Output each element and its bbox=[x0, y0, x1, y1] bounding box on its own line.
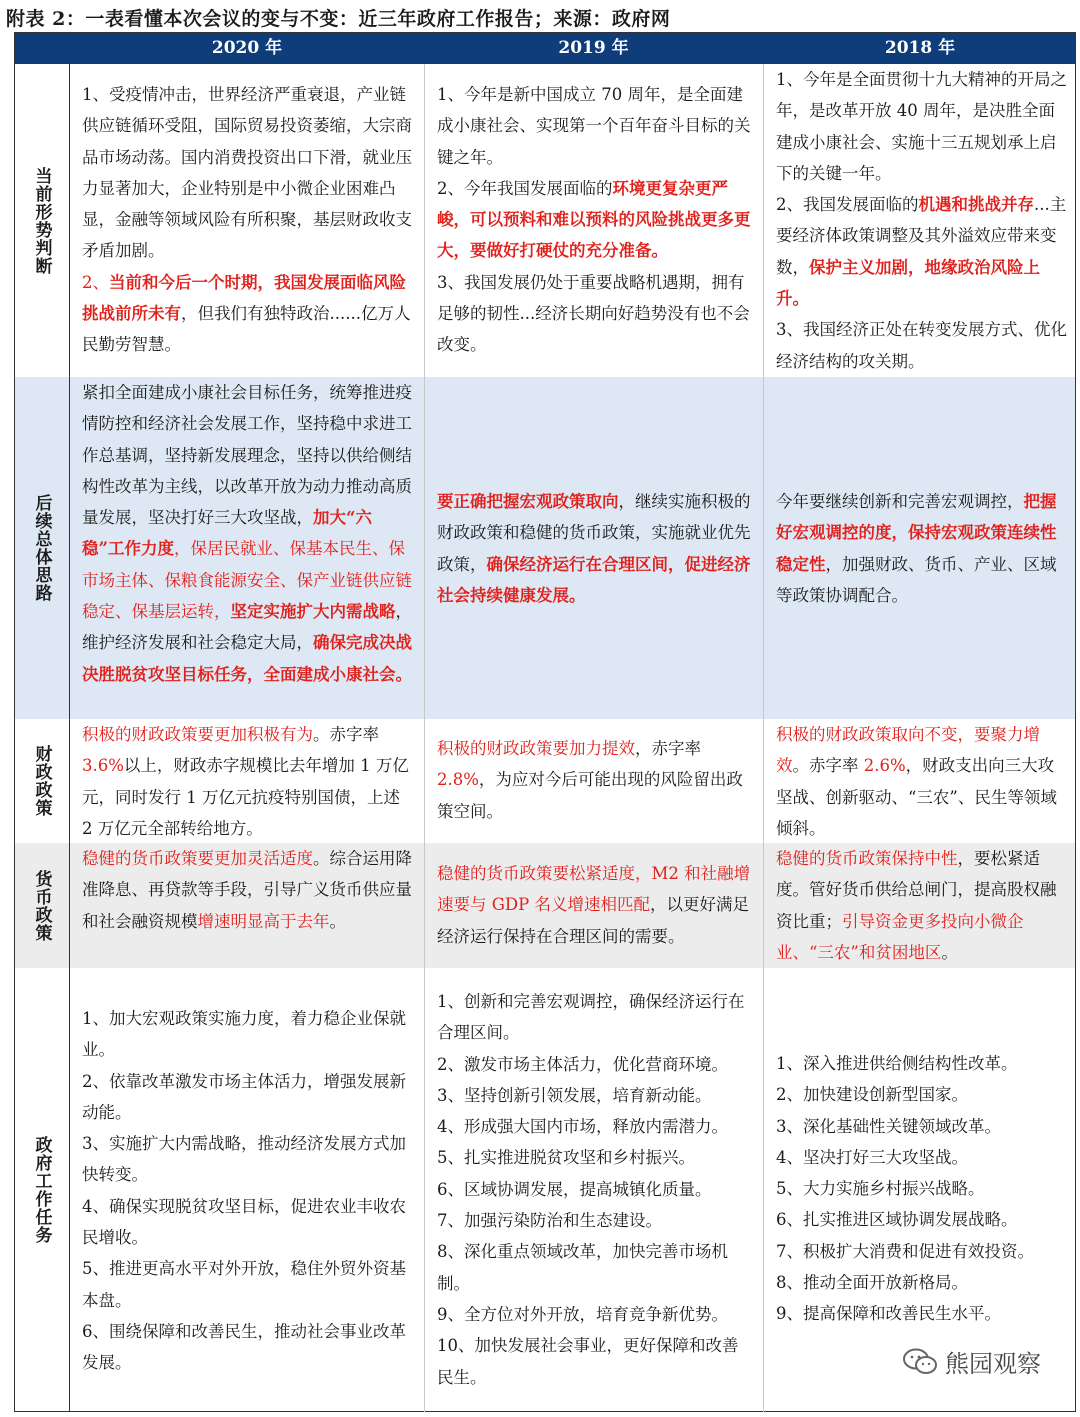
text-run: 。赤字率 bbox=[313, 725, 379, 744]
text-run: ，为应对今后可能出现的风险留出政策空间。 bbox=[437, 770, 743, 821]
list-item: 4、形成强大国内市场，释放内需潜力。 bbox=[437, 1117, 728, 1137]
text-run: 1、今年是新中国成立 70 周年，是全面建成小康社会、实现第一个百年奋斗目标的关键之年。 bbox=[437, 85, 751, 167]
comparison-table bbox=[14, 32, 1076, 1412]
list-item: 2、加快建设创新型国家。 bbox=[776, 1085, 968, 1105]
list-item: 4、坚决打好三大攻坚战。 bbox=[776, 1147, 968, 1167]
row-label: 货币政策 bbox=[15, 843, 70, 968]
cell-2019 bbox=[424, 843, 763, 968]
text-run: ，加强财政、货币、产业、区域等政策协调配合。 bbox=[776, 554, 1057, 605]
text-run: 以上，财政赤字规模比去年增加 1 万亿元，同时发行 1 万亿元抗疫特别国债，上述 2 万亿元全部转给地方。 bbox=[82, 756, 409, 838]
text-run: ，财政支出向三大攻坚战、创新驱动、“三农”、民生等领域倾斜。 bbox=[776, 756, 1057, 838]
text-run: 稳健的货币政策要更加灵活适度 bbox=[82, 849, 313, 868]
paragraph bbox=[776, 189, 1067, 314]
text-run: 紧扣全面建成小康社会目标任务，统筹推进疫情防控和经济社会发展工作，坚持稳中求进工作总基调，坚持新发展理念，坚持以供给侧结构性改革为主线，以改革开放为动力推动高质量发展，坚决打好三大攻坚战， bbox=[82, 383, 412, 528]
row-overall-approach bbox=[15, 377, 1075, 719]
watermark-text: 熊园观察 bbox=[945, 1350, 1041, 1378]
text-run: 3、我国经济正处在转变发展方式、优化经济结构的攻关期。 bbox=[776, 320, 1067, 371]
list-item: 9、全方位对外开放，培育竞争新优势。 bbox=[437, 1304, 728, 1324]
paragraph bbox=[82, 377, 414, 690]
cell-2020 bbox=[70, 843, 424, 968]
cell-2019 bbox=[424, 968, 763, 1412]
list-item: 5、大力实施乡村振兴战略。 bbox=[776, 1179, 985, 1199]
row-current-situation bbox=[15, 64, 1075, 377]
text-run: 稳健的货币政策要松紧适度，M2 和社融增速要与 GDP 名义增速相匹配 bbox=[437, 864, 751, 915]
list-item: 4、确保实现脱贫攻坚目标，促进农业丰收农民增收。 bbox=[82, 1196, 406, 1248]
text-run: 1、受疫情冲击，世界经济严重衰退，产业链供应链循环受阻，国际贸易投资萎缩，大宗商品市场动荡。国内消费投资出口下滑，就业压力显著加大，企业特别是中小微企业困难凸显，金融等领域风险有所积聚，基层财政收支矛盾加剧。 bbox=[82, 85, 412, 261]
cell-2019 bbox=[424, 377, 763, 719]
text-run: 。赤字率 bbox=[792, 756, 864, 776]
text-run: 保护主义加剧，地缘政治风险上升。 bbox=[776, 257, 1040, 309]
cell-2020 bbox=[70, 719, 424, 843]
text-run: 环境更复杂更严峻，可以预料和难以预料的风险挑战更多更大，要做好打硬仗的充分准备。 bbox=[437, 178, 751, 261]
column-header-2019: 2019 年 bbox=[558, 38, 629, 58]
list-item: 3、实施扩大内需战略，推动经济发展方式加快转变。 bbox=[82, 1134, 406, 1185]
page-caption: 附表 2：一表看懂本次会议的变与不变：近三年政府工作报告；来源：政府网 bbox=[6, 8, 671, 30]
cell-2020 bbox=[70, 64, 424, 377]
text-run: 2.8% bbox=[437, 770, 479, 790]
text-run: 今年要继续创新和完善宏观调控， bbox=[776, 492, 1024, 511]
paragraph bbox=[437, 486, 753, 611]
list-item: 1、加大宏观政策实施力度，着力稳企业保就业。 bbox=[82, 1009, 406, 1060]
text-run: 引导资金更多投向小微企业、“三农”和贫困地区 bbox=[776, 911, 1024, 962]
list-item: 5、扎实推进脱贫攻坚和乡村振兴。 bbox=[437, 1148, 695, 1168]
paragraph bbox=[82, 267, 414, 361]
text-run: ，保居民就业、保基本民生、保市场主体、保粮食能源安全、保产业链供应链稳定、保基层运转， bbox=[82, 539, 412, 622]
wechat-icon bbox=[903, 1348, 937, 1376]
text-run: ，维护经济发展和社会稳定大局， bbox=[82, 602, 412, 653]
cell-2020 bbox=[70, 968, 424, 1412]
text-run: 2、 bbox=[82, 272, 109, 292]
paragraph bbox=[437, 858, 753, 952]
text-run: 加大“六稳”工作力度 bbox=[82, 508, 372, 559]
text-run: 确保完成决战决胜脱贫攻坚目标任务，全面建成小康社会。 bbox=[82, 633, 412, 684]
text-run: 积极的财政政策取向不变，要聚力增效 bbox=[776, 725, 1040, 776]
paragraph bbox=[437, 173, 753, 267]
text-run: 3.6% bbox=[82, 756, 124, 776]
list-item: 2、依靠改革激发市场主体活力，增强发展新动能。 bbox=[82, 1071, 406, 1122]
paragraph bbox=[776, 64, 1067, 189]
list-item: 6、扎实推进区域协调发展战略。 bbox=[776, 1210, 1018, 1230]
text-run: ，以更好满足经济运行保持在合理区间的需要。 bbox=[437, 895, 750, 946]
paragraph bbox=[82, 79, 414, 267]
text-run: 把握好宏观调控的度，保持宏观政策连续性稳定性 bbox=[776, 492, 1057, 574]
row-monetary-policy bbox=[15, 843, 1075, 968]
paragraph bbox=[437, 79, 753, 173]
paragraph bbox=[437, 267, 753, 361]
watermark bbox=[903, 1344, 1041, 1379]
paragraph bbox=[776, 719, 1067, 844]
paragraph bbox=[776, 486, 1067, 611]
cell-2018 bbox=[763, 719, 1077, 843]
row-label: 当前形势判断 bbox=[15, 64, 70, 377]
text-run: 要正确把握宏观政策取向 bbox=[437, 492, 619, 511]
paragraph bbox=[82, 719, 414, 844]
cell-2018 bbox=[763, 377, 1077, 719]
text-run: 3、我国发展仍处于重要战略机遇期，拥有足够的韧性...经济长期向好趋势没有也不会改变。 bbox=[437, 272, 750, 355]
text-run: 2.6% bbox=[863, 756, 906, 776]
list-item: 5、推进更高水平对外开放，稳住外贸外资基本盘。 bbox=[82, 1259, 406, 1310]
cell-2018 bbox=[763, 843, 1077, 968]
text-run: 积极的财政政策要加力提效 bbox=[437, 739, 635, 758]
text-run: 。 bbox=[941, 942, 958, 962]
text-run: 增速明显高于去年 bbox=[197, 911, 330, 931]
list-item: 8、推动全面开放新格局。 bbox=[776, 1273, 968, 1293]
list-item: 6、区域协调发展，提高城镇化质量。 bbox=[437, 1179, 712, 1199]
text-run: 1、今年是全面贯彻十九大精神的开局之年，是改革开放 40 周年，是决胜全面建成小康社会、实施十三五规划承上启下的关键一年。 bbox=[776, 70, 1067, 183]
text-run: 。综合运用降准降息、再贷款等手段，引导广义货币供应量和社会融资规模 bbox=[82, 849, 412, 931]
column-header-2018: 2018 年 bbox=[884, 38, 956, 58]
paragraph bbox=[776, 314, 1067, 377]
text-run: 确保经济运行在合理区间，促进经济社会持续健康发展。 bbox=[437, 554, 751, 605]
row-label: 政府工作任务 bbox=[15, 968, 70, 1412]
text-run: 2、今年我国发展面临的 bbox=[437, 178, 613, 198]
table-header bbox=[15, 33, 1075, 64]
cell-2019 bbox=[424, 719, 763, 843]
text-run: 坚定实施扩大内需战略 bbox=[230, 602, 396, 622]
text-run: ，要松紧适度。管好货币供给总闸门，提高股权融资比重； bbox=[776, 849, 1057, 931]
paragraph bbox=[776, 843, 1067, 968]
list-item: 8、深化重点领域改革，加快完善市场机制。 bbox=[437, 1242, 728, 1293]
list-item: 3、深化基础性关键领域改革。 bbox=[776, 1116, 1001, 1136]
list-item: 1、深入推进供给侧结构性改革。 bbox=[776, 1054, 1018, 1073]
row-label: 后续总体思路 bbox=[15, 377, 70, 719]
text-run: ...主要经济体政策调整及其外溢效应带来变数， bbox=[776, 195, 1067, 277]
text-run: 机遇和挑战并存 bbox=[918, 195, 1034, 215]
list-item: 1、创新和完善宏观调控，确保经济运行在合理区间。 bbox=[437, 992, 745, 1043]
cell-2019 bbox=[424, 64, 763, 377]
list-item: 7、加强污染防治和生态建设。 bbox=[437, 1211, 662, 1231]
list-item: 10、加快发展社会事业，更好保障和改善民生。 bbox=[437, 1336, 739, 1387]
list-item: 7、积极扩大消费和促进有效投资。 bbox=[776, 1241, 1034, 1261]
text-run: 积极的财政政策要更加积极有为 bbox=[82, 725, 313, 744]
text-run: 。 bbox=[329, 911, 346, 931]
list-item: 2、激发市场主体活力，优化营商环境。 bbox=[437, 1054, 728, 1074]
row-fiscal-policy bbox=[15, 719, 1075, 843]
list-item: 6、围绕保障和改善民生，推动社会事业改革发展。 bbox=[82, 1321, 406, 1373]
text-run: 当前和今后一个时期，我国发展面临风险挑战前所未有 bbox=[82, 272, 406, 324]
row-label: 财政政策 bbox=[15, 719, 70, 843]
text-run: ，继续实施积极的财政政策和稳健的货币政策，实施就业优先政策， bbox=[437, 492, 751, 574]
paragraph bbox=[82, 843, 414, 937]
text-run: ，但我们有独特政治......亿万人民勤劳智慧。 bbox=[82, 304, 411, 355]
paragraph bbox=[437, 733, 753, 827]
text-run: 2、我国发展面临的 bbox=[776, 195, 919, 215]
column-header-2020: 2020 年 bbox=[211, 38, 283, 58]
text-run: 稳健的货币政策保持中性 bbox=[776, 849, 958, 868]
cell-2020 bbox=[70, 377, 424, 719]
text-run: ，赤字率 bbox=[635, 739, 701, 758]
list-item: 3、坚持创新引领发展，培育新动能。 bbox=[437, 1085, 712, 1105]
list-item: 9、提高保障和改善民生水平。 bbox=[776, 1304, 1001, 1324]
cell-2018 bbox=[763, 64, 1077, 377]
